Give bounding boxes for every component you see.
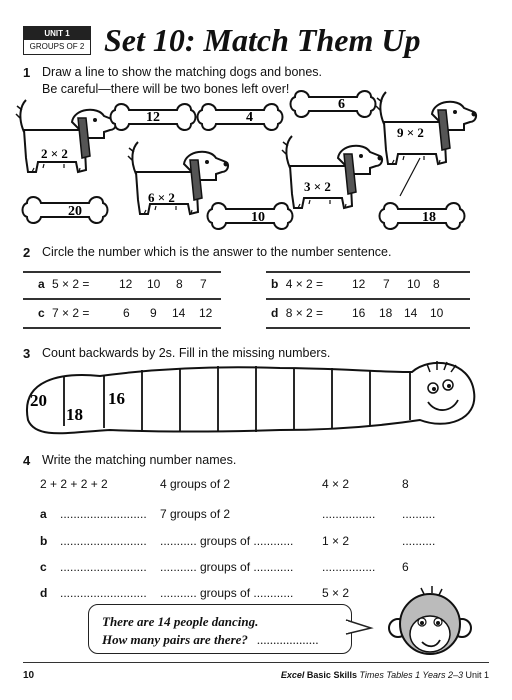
unit-topic: GROUPS OF 2 — [29, 42, 85, 51]
q4-groups-blank[interactable]: ........... groups of ............ — [160, 560, 294, 574]
q4-sum-blank[interactable]: .......................... — [60, 534, 147, 548]
monkey-illustration — [389, 586, 471, 654]
q2-item-sentence: 7 × 2 = — [52, 306, 90, 320]
q2-option[interactable]: 7 — [383, 277, 390, 291]
footer-series: Times Tables 1 Years 2–3 — [359, 670, 463, 680]
q4-sum-blank[interactable]: .......................... — [60, 560, 147, 574]
bubble-question: How many pairs are there? — [102, 632, 248, 647]
q2-item-letter: d — [271, 306, 279, 320]
divider — [266, 271, 470, 273]
q4-row-letter: b — [40, 534, 48, 548]
q2-option[interactable]: 12 — [199, 306, 213, 320]
q4-answer-blank[interactable]: .......... — [402, 534, 436, 548]
q1-instruction-2: Be careful—there will be two bones left over! — [42, 82, 290, 96]
q4-times-blank[interactable]: ................ — [322, 560, 376, 574]
q2-option[interactable]: 8 — [176, 277, 183, 291]
q2-number: 2 — [23, 245, 31, 260]
footer-credit — [281, 670, 489, 680]
q4-row-letter: c — [40, 560, 47, 574]
q2-option[interactable]: 7 — [200, 277, 207, 291]
q2-option[interactable]: 8 — [433, 277, 440, 291]
q2-item-sentence: 5 × 2 = — [52, 277, 90, 291]
bone-20 — [23, 197, 108, 223]
q2-option[interactable]: 9 — [150, 306, 157, 320]
q4-sum-blank[interactable]: .......................... — [60, 507, 147, 521]
q2-option[interactable]: 10 — [147, 277, 161, 291]
bone-6-label: 6 — [338, 97, 345, 112]
q2-item-letter: a — [38, 277, 45, 291]
q2-item-c — [38, 306, 89, 320]
q4-row-letter: a — [40, 507, 47, 521]
q4-times: 1 × 2 — [322, 534, 350, 548]
q2-item-sentence: 8 × 2 = — [285, 306, 324, 320]
bone-10-label: 10 — [251, 210, 265, 225]
q2-option[interactable]: 16 — [352, 306, 366, 320]
page-number: 10 — [23, 670, 35, 681]
footer-brand-b: Basic Skills — [306, 670, 357, 680]
bone-6 — [291, 91, 376, 117]
q2-item-letter: b — [271, 277, 279, 291]
q1-number: 1 — [23, 65, 31, 80]
unit-label: UNIT 1 — [24, 27, 90, 40]
q3-instruction: Count backwards by 2s. Fill in the missing numbers. — [42, 346, 331, 360]
q4-groups: 7 groups of 2 — [160, 507, 231, 521]
q1-instruction-1: Draw a line to show the matching dogs and bones. — [42, 65, 323, 79]
q4-example-sum: 2 + 2 + 2 + 2 — [40, 477, 108, 491]
worm-number-20: 20 — [30, 391, 47, 410]
q3-number: 3 — [23, 346, 31, 361]
q4-row-letter: d — [40, 586, 48, 600]
worm-number-16: 16 — [108, 389, 125, 408]
divider — [266, 327, 470, 329]
bone-10 — [208, 203, 293, 229]
bone-12-label: 12 — [146, 110, 160, 125]
divider — [23, 327, 221, 329]
divider — [23, 298, 221, 300]
q2-item-sentence: 4 × 2 = — [285, 277, 324, 291]
footer-unit: Unit 1 — [465, 670, 489, 680]
bubble-answer-blank[interactable]: ................... — [257, 632, 319, 647]
q4-answer: 6 — [402, 560, 409, 574]
speech-bubble-tail — [345, 618, 375, 638]
bone-4 — [198, 104, 283, 130]
bubble-line-2 — [102, 631, 319, 649]
dog-4 — [376, 92, 477, 164]
footer-brand-a: Excel — [280, 670, 305, 680]
q2-option[interactable]: 18 — [379, 306, 393, 320]
bone-4-label: 4 — [246, 110, 253, 125]
q2-option[interactable]: 10 — [430, 306, 444, 320]
footer-rule — [23, 662, 489, 663]
q4-groups-blank[interactable]: ........... groups of ............ — [160, 534, 294, 548]
q2-instruction: Circle the number which is the answer to the number sentence. — [42, 245, 392, 259]
bone-18-label: 18 — [422, 210, 436, 225]
q4-example-groups: 4 groups of 2 — [160, 477, 231, 491]
q4-example-answer: 8 — [402, 477, 409, 491]
dog-2 — [128, 142, 229, 214]
q2-item-a — [38, 277, 89, 291]
q2-option[interactable]: 14 — [172, 306, 186, 320]
dog-3-label: 3 × 2 — [304, 179, 331, 194]
q2-option[interactable]: 12 — [352, 277, 366, 291]
bubble-line-1: There are 14 people dancing. — [102, 614, 259, 629]
dog-1-label: 2 × 2 — [41, 146, 68, 161]
worm-number-18: 18 — [66, 405, 83, 424]
speech-bubble-text — [102, 613, 319, 649]
q2-option[interactable]: 10 — [407, 277, 421, 291]
divider — [266, 298, 470, 300]
dog-3 — [282, 136, 383, 208]
q2-item-b — [271, 277, 323, 291]
dog-1 — [16, 100, 117, 172]
q2-option[interactable]: 14 — [404, 306, 418, 320]
page-title: Set 10: Match Them Up — [104, 22, 421, 58]
q4-example-times: 4 × 2 — [322, 477, 350, 491]
q2-item-letter: c — [38, 306, 45, 320]
dog-4-label: 9 × 2 — [397, 125, 424, 140]
bone-20-label: 20 — [68, 204, 82, 219]
dog-2-label: 6 × 2 — [148, 190, 175, 205]
q4-groups-blank[interactable]: ........... groups of ............ — [160, 586, 294, 600]
q4-answer-blank[interactable]: .......... — [402, 507, 436, 521]
counting-worm — [27, 361, 474, 433]
q4-number: 4 — [23, 453, 31, 468]
q2-option[interactable]: 6 — [123, 306, 130, 320]
divider — [23, 271, 221, 273]
q4-sum-blank[interactable]: .......................... — [60, 586, 147, 600]
q2-option[interactable]: 12 — [119, 277, 133, 291]
q4-times-blank[interactable]: ................ — [322, 507, 376, 521]
q4-times: 5 × 2 — [322, 586, 350, 600]
q2-item-d — [271, 306, 323, 320]
q4-instruction: Write the matching number names. — [42, 453, 237, 467]
